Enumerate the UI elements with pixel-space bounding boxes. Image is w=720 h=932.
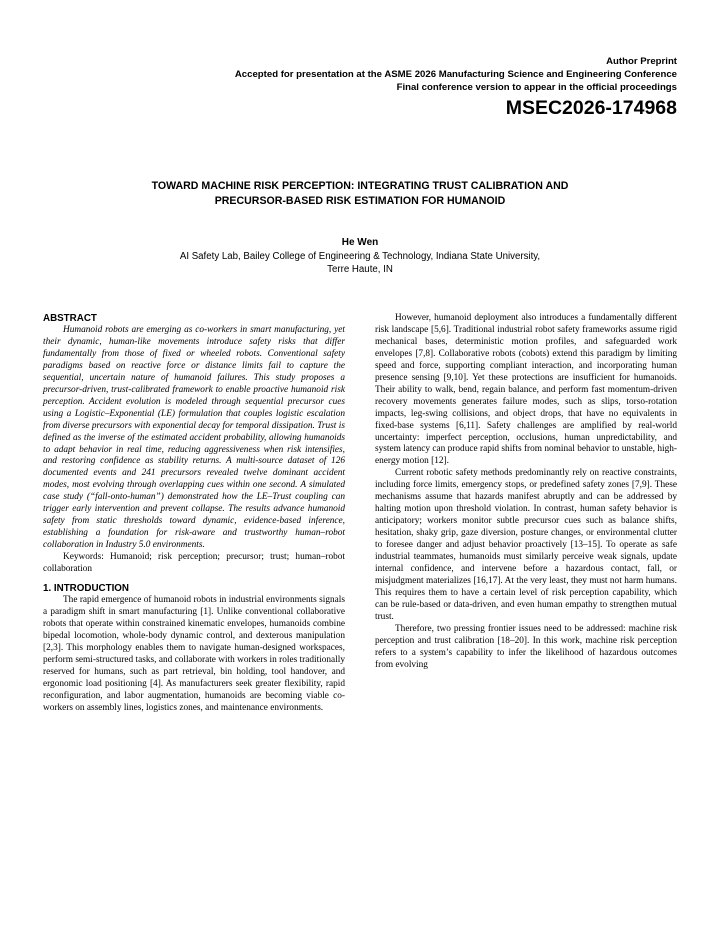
abstract-body: Humanoid robots are emerging as co-workers in smart manufacturing, yet their dynamic, human-like movements introduce safety risks that differ fundamentally from those of fixed or wheeled robots. Conventional safety paradigms based on reactive force or distance limits fail to capture the sequential, uncertain nature of humanoid failures. This study proposes a precursor-driven, trust-calibrated framework to enable proactive humanoid risk perception. Accident evolution is modeled through sequential precursor cues using a Logistic–Exponential (LE) formulation that couples logistic escalation from diverse precursors with exponential decay for temporal dissipation. Trust is defined as the inverse of the estimated accident probability, allowing humanoids to adapt behavior in real time, reducing aggressiveness when risk intensifies, and restoring confidence as stability returns. A multi-source dataset of 126 documented events and 241 precursors revealed twelve dominant accident modes, most evolving through overlapping cues within one second. A simulated case study (“fall-onto-human”) demonstrated how the LE–Trust coupling can trigger early intervention and prevent collapse. The results advance humanoid safety from static thresholds toward dynamic, evidence-based inference, establishing a foundation for risk-aware and trustworthy human–robot collaboration in Industry 5.0 environments. (43, 325, 345, 551)
right-column (375, 313, 677, 672)
introduction-heading: 1. INTRODUCTION (43, 583, 129, 595)
conference-acceptance-line: Accepted for presentation at the ASME 2026 Manufacturing Science and Engineering Conference (234, 69, 677, 80)
affiliation-line-2: Terre Haute, IN (327, 264, 393, 275)
affiliation-line-1: AI Safety Lab, Bailey College of Engineering & Technology, Indiana State University, (179, 251, 541, 262)
intro-paragraph-4: Therefore, two pressing frontier issues need to be addressed: machine risk perception and trust calibration [18–20]. In this work, machine risk perception refers to a system’s capability to infer the likelihood of hazardous outcomes from evolving (375, 623, 677, 670)
title-line-1: TOWARD MACHINE RISK PERCEPTION: INTEGRATING TRUST CALIBRATION AND (151, 180, 569, 192)
intro-paragraph-3: Current robotic safety methods predominantly rely on reactive constraints, including force limits, emergency stops, or predefined safety zones [7,9]. These mechanisms assume that hazards manifest abruptly and can be addressed by halting motion upon threshold violation. In contrast, human safety behavior is anticipatory; workers monitor subtle precursor cues such as balance shifts, hesitation, shaky grip, gaze diversion, posture changes, or environmental clutter to foresee danger and adjust behavior proactively [13–15]. To operate as safe industrial teammates, humanoids must similarly perceive weak signals, update internal confidence, and intervene before a hazardous contact, fall, or misjudgment materializes [16,17]. At the very least, they must not harm humans. This requires them to have a certain level of risk perception capability, which can be rule-based or data-driven, and even human empathy to strengthen mutual trust. (375, 468, 677, 622)
abstract-heading: ABSTRACT (43, 313, 97, 324)
paper-title (60, 179, 660, 209)
keywords: Keywords: Humanoid; risk perception; precursor; trust; human–robot collaboration (43, 552, 345, 575)
author-name: He Wen (341, 237, 379, 248)
proceedings-note: Final conference version to appear in the official proceedings (396, 82, 677, 93)
title-line-2: PRECURSOR-BASED RISK ESTIMATION FOR HUMANOID (214, 195, 506, 207)
intro-paragraph-1: The rapid emergence of humanoid robots in industrial environments signals a paradigm shift in smart manufacturing [1]. Unlike conventional collaborative robots that operate within constrained kinematic envelopes, humanoids combine bipedal locomotion, whole-body dynamic control, and dexterous manipulation [2,3]. This morphology enables them to navigate human-designed workspaces, perform semi-structured tasks, and collaborate with workers in roles traditionally reserved for humans, such as part retrieval, bin holding, tool handover, and ergonomic load positioning [4]. As manufacturers seek greater flexibility, rapid reconfiguration, and labor augmentation, humanoids are becoming viable co-workers on assembly lines, logistics zones, and maintenance environments. (43, 595, 345, 713)
preprint-label: Author Preprint (606, 56, 677, 67)
left-column (43, 313, 345, 715)
author-affiliation (60, 250, 660, 276)
intro-paragraph-2: However, humanoid deployment also introduces a fundamentally different risk landscape [5,6]. Traditional industrial robot safety frameworks assume rigid mechanical bases, deterministic motion profiles, and safeguarded work envelopes [7,8]. Collaborative robots (cobots) extend this paradigm by limiting speed and force, supporting compliant interaction, and incorporating human presence sensing [9,10]. Yet these protections are insufficient for humanoids. Their ability to walk, bend, regain balance, and perform fast momentum-driven recovery movements generates failure modes, such as slips, torso-rotation impacts, leg-swing collisions, and object drops, that have no equivalents in fixed-base systems [6,11]. Safety challenges are amplified by real-world uncertainty: imperfect perception, occlusions, human unpredictability, and system latency can produce rapid shifts from nominal behavior to unstable, high-energy motion [12]. (375, 313, 677, 467)
paper-id: MSEC2026-174968 (505, 97, 677, 119)
